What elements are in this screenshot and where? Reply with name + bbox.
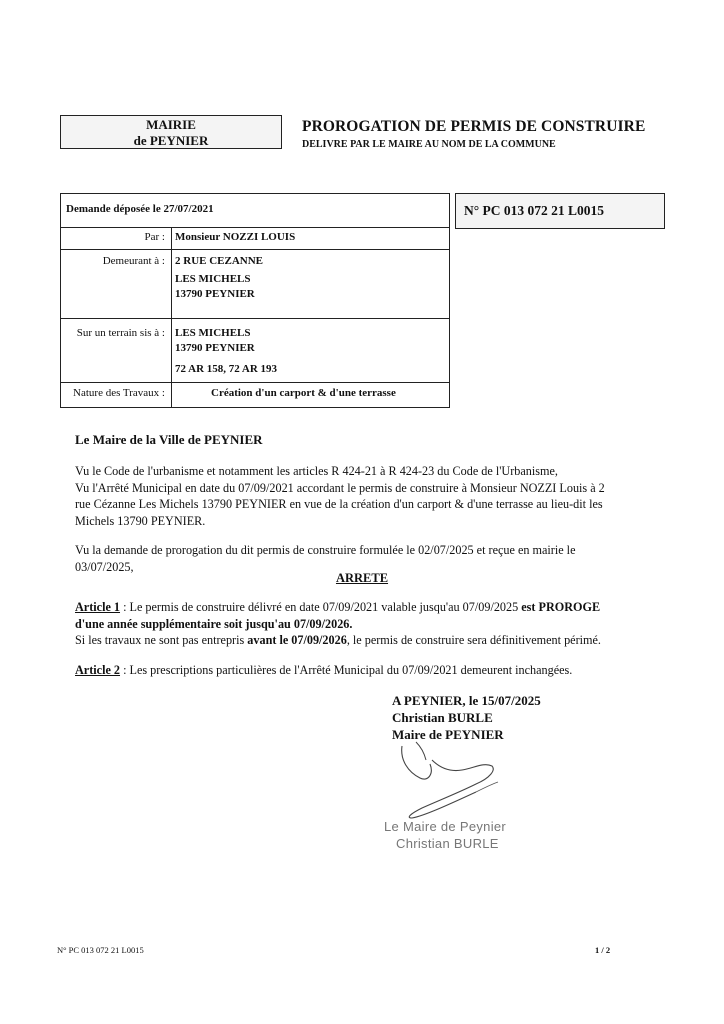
article-1-proroge: est PROROGE bbox=[521, 600, 601, 614]
row-nature bbox=[61, 382, 449, 407]
article-2 bbox=[75, 662, 685, 679]
mayor-stamp bbox=[384, 818, 506, 852]
signature-name: Christian BURLE bbox=[392, 710, 493, 725]
article-1-deadline: avant le 07/09/2026 bbox=[247, 633, 347, 647]
footer-reference: N° PC 013 072 21 L0015 bbox=[57, 945, 144, 955]
row-terrain bbox=[61, 318, 449, 383]
vu2-line2: 03/07/2025, bbox=[75, 559, 134, 574]
nature-label: Nature des Travaux : bbox=[73, 387, 165, 399]
demeurant-label: Demeurant à : bbox=[102, 255, 165, 267]
page-number: 1 / 2 bbox=[595, 945, 611, 955]
article-1-line3a: Si les travaux ne sont pas entrepris bbox=[75, 633, 248, 647]
article-1-text: : Le permis de construire délivré en date 07/09/2021 valable jusqu'au 07/09/2025 bbox=[120, 600, 522, 614]
body-heading: Le Maire de la Ville de PEYNIER bbox=[75, 432, 263, 447]
demande-date: Demande déposée le 27/07/2021 bbox=[66, 203, 214, 215]
signature-role: Maire de PEYNIER bbox=[392, 727, 504, 742]
vu1-line1: Vu le Code de l'urbanisme et notamment les articles R 424-21 à R 424-23 du Code de l'Urbanisme, bbox=[75, 464, 558, 478]
commune-label: de PEYNIER bbox=[133, 133, 209, 148]
article-1 bbox=[75, 599, 685, 649]
permit-number-box bbox=[455, 193, 665, 229]
mairie-box bbox=[60, 115, 282, 149]
terrain-line2: 13790 PEYNIER bbox=[175, 342, 255, 354]
permit-number: N° PC 013 072 21 L0015 bbox=[464, 203, 605, 218]
demeurant-line3: 13790 PEYNIER bbox=[175, 288, 255, 300]
vu-paragraph-1 bbox=[75, 463, 675, 529]
vu1-line3: rue Cézanne Les Michels 13790 PEYNIER en vue de la création d'un carport & d'une terrasse au lieu-dit les bbox=[75, 497, 603, 511]
article-2-label: Article 2 bbox=[75, 663, 121, 677]
document-title: PROROGATION DE PERMIS DE CONSTRUIRE bbox=[302, 118, 646, 135]
article-1-label: Article 1 bbox=[75, 600, 121, 614]
vu2-line1: Vu la demande de prorogation du dit permis de construire formulée le 02/07/2025 et reçue en mairie le bbox=[75, 543, 576, 557]
signature-place-date: A PEYNIER, le 15/07/2025 bbox=[392, 693, 541, 708]
document-subtitle: DELIVRE PAR LE MAIRE AU NOM DE LA COMMUNE bbox=[302, 139, 556, 150]
nature-value: Création d'un carport & d'une terrasse bbox=[211, 387, 396, 399]
demeurant-line2: LES MICHELS bbox=[175, 273, 251, 285]
terrain-parcels: 72 AR 158, 72 AR 193 bbox=[175, 363, 278, 375]
article-1-line3c: , le permis de construire sera définitivement périmé. bbox=[346, 633, 601, 647]
stamp-name: Christian BURLE bbox=[396, 836, 499, 851]
article-1-extension: d'une année supplémentaire soit jusqu'au 07/09/2026. bbox=[75, 616, 353, 631]
article-2-text: : Les prescriptions particulières de l'Arrêté Municipal du 07/09/2021 demeurent inchangées. bbox=[120, 663, 573, 677]
mairie-label: MAIRIE bbox=[146, 117, 196, 132]
demeurant-line1: 2 RUE CEZANNE bbox=[175, 255, 264, 267]
vu1-line4: Michels 13790 PEYNIER. bbox=[75, 513, 206, 528]
row-demande bbox=[61, 194, 449, 228]
par-value: Monsieur NOZZI LOUIS bbox=[175, 231, 296, 243]
terrain-line1: LES MICHELS bbox=[175, 327, 251, 339]
arrete-heading: ARRETE bbox=[335, 571, 389, 585]
vu1-line2: Vu l'Arrêté Municipal en date du 07/09/2021 accordant le permis de construire à Monsieur NOZZI Louis à 2 bbox=[75, 480, 605, 495]
signature-block bbox=[392, 692, 541, 743]
par-label: Par : bbox=[144, 231, 165, 243]
handwritten-signature bbox=[380, 738, 540, 828]
row-demeurant bbox=[61, 249, 449, 319]
stamp-title: Le Maire de Peynier bbox=[384, 819, 507, 834]
terrain-label: Sur un terrain sis à : bbox=[76, 327, 165, 339]
permit-info-table bbox=[60, 193, 450, 408]
row-par bbox=[61, 227, 449, 250]
